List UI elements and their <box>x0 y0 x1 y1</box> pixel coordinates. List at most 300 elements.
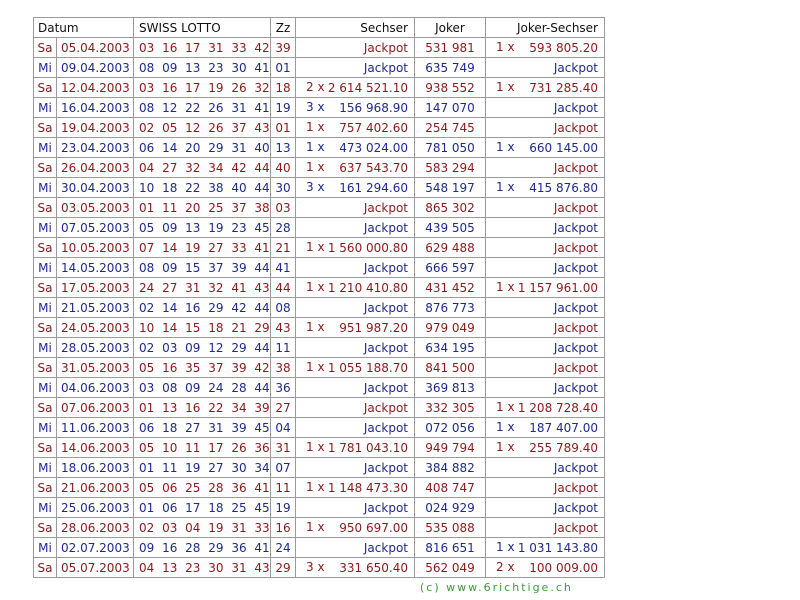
draw-day: Mi <box>34 378 57 398</box>
sechser-cell <box>296 138 415 158</box>
joker-sechser-cell <box>486 558 605 578</box>
draw-day: Sa <box>34 318 57 338</box>
lotto-numbers: 05 09 13 19 23 45 <box>134 218 271 238</box>
lotto-numbers: 03 08 09 24 28 44 <box>134 378 271 398</box>
bonus-number: 19 <box>271 498 296 518</box>
sechser-cell <box>296 218 415 238</box>
lotto-numbers: 05 06 25 28 36 41 <box>134 478 271 498</box>
joker-sechser-cell <box>486 478 605 498</box>
lotto-numbers: 04 13 23 30 31 43 <box>134 558 271 578</box>
draw-date: 12.04.2003 <box>57 78 134 98</box>
sechser-count: 1 x <box>306 320 325 334</box>
draw-day: Mi <box>34 218 57 238</box>
bonus-number: 39 <box>271 38 296 58</box>
joker-sechser-count: 1 x <box>496 420 515 434</box>
sechser-amount: 161 294.60 <box>339 180 408 195</box>
sechser-cell <box>296 418 415 438</box>
header-zz: Zz <box>271 18 296 38</box>
table-row <box>34 258 605 278</box>
lotto-numbers: 06 14 20 29 31 40 <box>134 138 271 158</box>
bonus-number: 18 <box>271 78 296 98</box>
joker-sechser-cell <box>486 358 605 378</box>
joker-number: 439 505 <box>415 218 486 238</box>
joker-sechser-amount: 255 789.40 <box>529 440 598 455</box>
joker-sechser-amount: 1 208 728.40 <box>517 400 598 415</box>
table-row <box>34 178 605 198</box>
sechser-amount: 473 024.00 <box>339 140 408 155</box>
joker-number: 949 794 <box>415 438 486 458</box>
joker-number: 254 745 <box>415 118 486 138</box>
draw-date: 09.04.2003 <box>57 58 134 78</box>
table-row <box>34 298 605 318</box>
joker-sechser-cell <box>486 338 605 358</box>
joker-number: 408 747 <box>415 478 486 498</box>
joker-number: 147 070 <box>415 98 486 118</box>
sechser-cell <box>296 558 415 578</box>
joker-sechser-count: 1 x <box>496 540 515 554</box>
draw-day: Sa <box>34 278 57 298</box>
joker-sechser-cell <box>486 118 605 138</box>
bonus-number: 01 <box>271 118 296 138</box>
joker-sechser-cell <box>486 138 605 158</box>
lotto-results-table <box>33 17 605 578</box>
draw-date: 21.06.2003 <box>57 478 134 498</box>
draw-day: Mi <box>34 498 57 518</box>
draw-day: Mi <box>34 98 57 118</box>
joker-sechser-amount: Jackpot <box>553 100 598 115</box>
table-row <box>34 338 605 358</box>
draw-date: 02.07.2003 <box>57 538 134 558</box>
sechser-cell <box>296 298 415 318</box>
sechser-cell <box>296 498 415 518</box>
draw-date: 28.06.2003 <box>57 518 134 538</box>
lotto-numbers: 01 11 19 27 30 34 <box>134 458 271 478</box>
lotto-numbers: 10 18 22 38 40 44 <box>134 178 271 198</box>
sechser-amount: 1 055 188.70 <box>327 360 408 375</box>
draw-date: 14.06.2003 <box>57 438 134 458</box>
sechser-count: 1 x <box>306 240 325 254</box>
lotto-numbers: 08 09 13 23 30 41 <box>134 58 271 78</box>
joker-sechser-cell <box>486 538 605 558</box>
sechser-amount: 156 968.90 <box>339 100 408 115</box>
joker-sechser-amount: 100 009.00 <box>529 560 598 575</box>
joker-sechser-cell <box>486 158 605 178</box>
bonus-number: 29 <box>271 558 296 578</box>
joker-sechser-count: 1 x <box>496 80 515 94</box>
lotto-numbers: 02 14 16 29 42 44 <box>134 298 271 318</box>
lotto-numbers: 03 16 17 19 26 32 <box>134 78 271 98</box>
draw-date: 07.06.2003 <box>57 398 134 418</box>
joker-sechser-count: 1 x <box>496 40 515 54</box>
joker-sechser-amount: Jackpot <box>553 480 598 495</box>
lotto-numbers: 05 10 11 17 26 36 <box>134 438 271 458</box>
joker-number: 531 981 <box>415 38 486 58</box>
joker-number: 535 088 <box>415 518 486 538</box>
draw-date: 10.05.2003 <box>57 238 134 258</box>
bonus-number: 38 <box>271 358 296 378</box>
sechser-cell <box>296 118 415 138</box>
joker-sechser-cell <box>486 258 605 278</box>
sechser-cell <box>296 318 415 338</box>
bonus-number: 11 <box>271 478 296 498</box>
joker-sechser-amount: Jackpot <box>553 380 598 395</box>
draw-date: 31.05.2003 <box>57 358 134 378</box>
draw-day: Mi <box>34 458 57 478</box>
joker-sechser-count: 1 x <box>496 180 515 194</box>
joker-sechser-amount: Jackpot <box>553 360 598 375</box>
draw-day: Sa <box>34 238 57 258</box>
draw-day: Mi <box>34 138 57 158</box>
bonus-number: 27 <box>271 398 296 418</box>
sechser-amount: Jackpot <box>363 420 408 435</box>
draw-day: Mi <box>34 178 57 198</box>
bonus-number: 43 <box>271 318 296 338</box>
joker-sechser-cell <box>486 38 605 58</box>
joker-number: 865 302 <box>415 198 486 218</box>
table-row <box>34 238 605 258</box>
lotto-numbers: 02 03 04 19 31 33 <box>134 518 271 538</box>
sechser-count: 3 x <box>306 560 325 574</box>
lotto-numbers: 10 14 15 18 21 29 <box>134 318 271 338</box>
table-row <box>34 98 605 118</box>
sechser-amount: 1 210 410.80 <box>327 280 408 295</box>
draw-date: 18.06.2003 <box>57 458 134 478</box>
sechser-cell <box>296 518 415 538</box>
joker-sechser-count: 2 x <box>496 560 515 574</box>
draw-date: 24.05.2003 <box>57 318 134 338</box>
joker-sechser-cell <box>486 378 605 398</box>
table-row <box>34 398 605 418</box>
draw-day: Sa <box>34 118 57 138</box>
lotto-numbers: 01 11 20 25 37 38 <box>134 198 271 218</box>
joker-sechser-amount: 1 157 961.00 <box>517 280 598 295</box>
joker-sechser-cell <box>486 518 605 538</box>
lotto-numbers: 24 27 31 32 41 43 <box>134 278 271 298</box>
sechser-amount: 1 560 000.80 <box>327 240 408 255</box>
draw-day: Sa <box>34 518 57 538</box>
draw-date: 07.05.2003 <box>57 218 134 238</box>
sechser-amount: 950 697.00 <box>339 520 408 535</box>
header-row <box>34 18 605 38</box>
joker-number: 938 552 <box>415 78 486 98</box>
table-row <box>34 358 605 378</box>
draw-date: 26.04.2003 <box>57 158 134 178</box>
bonus-number: 16 <box>271 518 296 538</box>
sechser-amount: 951 987.20 <box>339 320 408 335</box>
table-row <box>34 218 605 238</box>
bonus-number: 21 <box>271 238 296 258</box>
joker-sechser-count: 1 x <box>496 440 515 454</box>
joker-sechser-cell <box>486 58 605 78</box>
draw-day: Mi <box>34 538 57 558</box>
sechser-amount: Jackpot <box>363 260 408 275</box>
lotto-numbers: 06 18 27 31 39 45 <box>134 418 271 438</box>
sechser-cell <box>296 358 415 378</box>
bonus-number: 44 <box>271 278 296 298</box>
table-row <box>34 438 605 458</box>
table-row <box>34 478 605 498</box>
bonus-number: 30 <box>271 178 296 198</box>
joker-sechser-amount: Jackpot <box>553 460 598 475</box>
table-row <box>34 138 605 158</box>
table-row <box>34 118 605 138</box>
sechser-amount: 757 402.60 <box>339 120 408 135</box>
sechser-cell <box>296 98 415 118</box>
joker-sechser-amount: Jackpot <box>553 200 598 215</box>
sechser-count: 1 x <box>306 520 325 534</box>
joker-sechser-amount: 660 145.00 <box>529 140 598 155</box>
lotto-numbers: 04 27 32 34 42 44 <box>134 158 271 178</box>
joker-number: 666 597 <box>415 258 486 278</box>
bonus-number: 40 <box>271 158 296 178</box>
joker-sechser-amount: Jackpot <box>553 300 598 315</box>
sechser-amount: Jackpot <box>363 40 408 55</box>
lotto-numbers: 01 13 16 22 34 39 <box>134 398 271 418</box>
joker-number: 781 050 <box>415 138 486 158</box>
draw-day: Sa <box>34 438 57 458</box>
sechser-amount: Jackpot <box>363 220 408 235</box>
sechser-cell <box>296 178 415 198</box>
table-row <box>34 498 605 518</box>
lotto-numbers: 09 16 28 29 36 41 <box>134 538 271 558</box>
joker-sechser-cell <box>486 278 605 298</box>
joker-number: 629 488 <box>415 238 486 258</box>
draw-date: 05.04.2003 <box>57 38 134 58</box>
table-row <box>34 538 605 558</box>
draw-day: Sa <box>34 478 57 498</box>
draw-date: 04.06.2003 <box>57 378 134 398</box>
joker-sechser-count: 1 x <box>496 280 515 294</box>
bonus-number: 28 <box>271 218 296 238</box>
header-joker-sechser: Joker-Sechser <box>486 18 605 38</box>
joker-sechser-cell <box>486 418 605 438</box>
sechser-cell <box>296 78 415 98</box>
draw-date: 19.04.2003 <box>57 118 134 138</box>
joker-number: 369 813 <box>415 378 486 398</box>
sechser-cell <box>296 438 415 458</box>
joker-number: 816 651 <box>415 538 486 558</box>
draw-day: Sa <box>34 558 57 578</box>
sechser-count: 2 x <box>306 80 325 94</box>
bonus-number: 31 <box>271 438 296 458</box>
header-sechser: Sechser <box>296 18 415 38</box>
draw-date: 16.04.2003 <box>57 98 134 118</box>
sechser-amount: 1 148 473.30 <box>327 480 408 495</box>
bonus-number: 01 <box>271 58 296 78</box>
joker-sechser-cell <box>486 98 605 118</box>
bonus-number: 08 <box>271 298 296 318</box>
sechser-amount: 1 781 043.10 <box>327 440 408 455</box>
sechser-cell <box>296 198 415 218</box>
joker-sechser-cell <box>486 298 605 318</box>
draw-day: Sa <box>34 198 57 218</box>
joker-number: 332 305 <box>415 398 486 418</box>
sechser-count: 1 x <box>306 140 325 154</box>
draw-day: Sa <box>34 38 57 58</box>
table-row <box>34 458 605 478</box>
draw-day: Sa <box>34 398 57 418</box>
bonus-number: 36 <box>271 378 296 398</box>
joker-sechser-amount: Jackpot <box>553 520 598 535</box>
table-row <box>34 278 605 298</box>
sechser-amount: Jackpot <box>363 340 408 355</box>
header-joker: Joker <box>415 18 486 38</box>
sechser-cell <box>296 58 415 78</box>
table-row <box>34 58 605 78</box>
header-datum: Datum <box>34 18 134 38</box>
sechser-count: 1 x <box>306 360 325 374</box>
bonus-number: 11 <box>271 338 296 358</box>
lotto-numbers: 02 05 12 26 37 43 <box>134 118 271 138</box>
lotto-numbers: 07 14 19 27 33 41 <box>134 238 271 258</box>
joker-sechser-amount: Jackpot <box>553 160 598 175</box>
table-row <box>34 558 605 578</box>
table-row <box>34 158 605 178</box>
joker-number: 635 749 <box>415 58 486 78</box>
joker-sechser-amount: Jackpot <box>553 240 598 255</box>
draw-day: Mi <box>34 418 57 438</box>
joker-sechser-amount: Jackpot <box>553 60 598 75</box>
draw-date: 17.05.2003 <box>57 278 134 298</box>
lotto-numbers: 02 03 09 12 29 44 <box>134 338 271 358</box>
joker-sechser-cell <box>486 178 605 198</box>
joker-number: 072 056 <box>415 418 486 438</box>
joker-sechser-amount: Jackpot <box>553 340 598 355</box>
joker-number: 431 452 <box>415 278 486 298</box>
sechser-cell <box>296 158 415 178</box>
sechser-count: 1 x <box>306 440 325 454</box>
sechser-amount: Jackpot <box>363 300 408 315</box>
sechser-cell <box>296 538 415 558</box>
sechser-amount: 2 614 521.10 <box>327 80 408 95</box>
sechser-cell <box>296 398 415 418</box>
sechser-amount: 637 543.70 <box>339 160 408 175</box>
joker-sechser-cell <box>486 438 605 458</box>
joker-number: 841 500 <box>415 358 486 378</box>
joker-sechser-cell <box>486 198 605 218</box>
joker-sechser-amount: 187 407.00 <box>529 420 598 435</box>
lotto-numbers: 03 16 17 31 33 42 <box>134 38 271 58</box>
sechser-amount: Jackpot <box>363 200 408 215</box>
sechser-cell <box>296 38 415 58</box>
joker-sechser-amount: Jackpot <box>553 220 598 235</box>
draw-day: Mi <box>34 58 57 78</box>
bonus-number: 07 <box>271 458 296 478</box>
sechser-amount: Jackpot <box>363 60 408 75</box>
table-row <box>34 198 605 218</box>
sechser-cell <box>296 478 415 498</box>
table-row <box>34 418 605 438</box>
joker-sechser-cell <box>486 498 605 518</box>
draw-date: 23.04.2003 <box>57 138 134 158</box>
joker-number: 548 197 <box>415 178 486 198</box>
joker-sechser-count: 1 x <box>496 140 515 154</box>
sechser-count: 3 x <box>306 180 325 194</box>
joker-number: 979 049 <box>415 318 486 338</box>
lotto-numbers: 01 06 17 18 25 45 <box>134 498 271 518</box>
joker-number: 384 882 <box>415 458 486 478</box>
draw-day: Sa <box>34 358 57 378</box>
draw-day: Mi <box>34 258 57 278</box>
sechser-cell <box>296 378 415 398</box>
bonus-number: 19 <box>271 98 296 118</box>
joker-sechser-amount: 593 805.20 <box>529 40 598 55</box>
joker-sechser-amount: 415 876.80 <box>529 180 598 195</box>
sechser-count: 1 x <box>306 280 325 294</box>
sechser-count: 1 x <box>306 480 325 494</box>
sechser-cell <box>296 458 415 478</box>
draw-date: 30.04.2003 <box>57 178 134 198</box>
draw-date: 05.07.2003 <box>57 558 134 578</box>
bonus-number: 24 <box>271 538 296 558</box>
bonus-number: 41 <box>271 258 296 278</box>
joker-sechser-amount: Jackpot <box>553 260 598 275</box>
sechser-cell <box>296 238 415 258</box>
sechser-amount: Jackpot <box>363 500 408 515</box>
bonus-number: 13 <box>271 138 296 158</box>
table-row <box>34 378 605 398</box>
sechser-count: 3 x <box>306 100 325 114</box>
table-row <box>34 78 605 98</box>
draw-date: 11.06.2003 <box>57 418 134 438</box>
draw-day: Sa <box>34 158 57 178</box>
bonus-number: 03 <box>271 198 296 218</box>
joker-number: 562 049 <box>415 558 486 578</box>
sechser-amount: Jackpot <box>363 540 408 555</box>
joker-sechser-cell <box>486 458 605 478</box>
joker-sechser-amount: Jackpot <box>553 320 598 335</box>
joker-number: 634 195 <box>415 338 486 358</box>
joker-sechser-count: 1 x <box>496 400 515 414</box>
sechser-cell <box>296 338 415 358</box>
table-row <box>34 318 605 338</box>
joker-sechser-cell <box>486 238 605 258</box>
sechser-amount: Jackpot <box>363 400 408 415</box>
joker-sechser-cell <box>486 398 605 418</box>
joker-sechser-cell <box>486 78 605 98</box>
lotto-numbers: 08 09 15 37 39 44 <box>134 258 271 278</box>
joker-number: 583 294 <box>415 158 486 178</box>
joker-sechser-amount: Jackpot <box>553 120 598 135</box>
sechser-amount: 331 650.40 <box>339 560 408 575</box>
joker-sechser-amount: Jackpot <box>553 500 598 515</box>
sechser-cell <box>296 278 415 298</box>
draw-day: Sa <box>34 78 57 98</box>
joker-sechser-amount: 1 031 143.80 <box>517 540 598 555</box>
draw-day: Mi <box>34 298 57 318</box>
sechser-amount: Jackpot <box>363 460 408 475</box>
draw-date: 14.05.2003 <box>57 258 134 278</box>
sechser-count: 1 x <box>306 120 325 134</box>
joker-number: 024 929 <box>415 498 486 518</box>
draw-date: 25.06.2003 <box>57 498 134 518</box>
sechser-amount: Jackpot <box>363 380 408 395</box>
draw-date: 21.05.2003 <box>57 298 134 318</box>
header-lotto: SWISS LOTTO <box>134 18 271 38</box>
draw-date: 03.05.2003 <box>57 198 134 218</box>
draw-date: 28.05.2003 <box>57 338 134 358</box>
joker-sechser-cell <box>486 218 605 238</box>
sechser-count: 1 x <box>306 160 325 174</box>
joker-number: 876 773 <box>415 298 486 318</box>
lotto-numbers: 08 12 22 26 31 41 <box>134 98 271 118</box>
table-row <box>34 518 605 538</box>
copyright-footer: (c) www.6richtige.ch <box>420 581 573 594</box>
joker-sechser-cell <box>486 318 605 338</box>
bonus-number: 04 <box>271 418 296 438</box>
joker-sechser-amount: 731 285.40 <box>529 80 598 95</box>
sechser-cell <box>296 258 415 278</box>
